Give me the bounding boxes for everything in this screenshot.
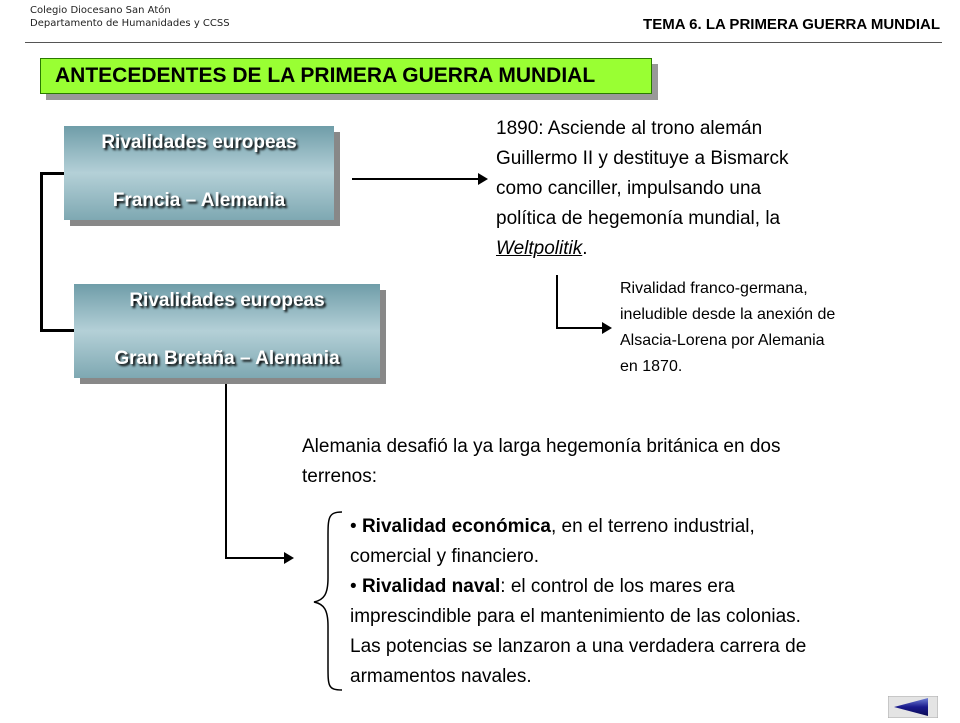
box2-heading: Rivalidades europeas: [129, 290, 325, 311]
text2-line: Alsacia-Lorena por Alemania: [620, 332, 825, 349]
school-name: Colegio Diocesano San Atón: [30, 5, 171, 16]
page-title: ANTECEDENTES DE LA PRIMERA GUERRA MUNDIAL: [55, 64, 596, 87]
arrow1-head: [478, 173, 488, 185]
rivalry-box-france-germany: [64, 126, 334, 220]
curly-brace-icon: [310, 508, 346, 694]
text2-line: en 1870.: [620, 358, 683, 375]
text1-line: política de hegemonía mundial, la: [496, 208, 781, 229]
department-name: Departamento de Humanidades y CCSS: [30, 18, 230, 29]
rivalry-bullets: [350, 512, 940, 692]
bullet-naval-label: Rivalidad naval: [361, 576, 501, 597]
text1-line: Guillermo II y destituye a Bismarck: [496, 148, 789, 169]
text1-line: como canciller, impulsando una: [496, 178, 762, 199]
text2-line: ineludible desde la anexión de: [620, 306, 836, 323]
bullet-naval-text-3: Las potencias se lanzaron a una verdadera carrera de: [350, 636, 807, 657]
back-arrow-icon: [888, 696, 938, 718]
back-button[interactable]: [888, 696, 938, 718]
alsace-lorraine-note: [620, 276, 920, 380]
topic-title: TEMA 6. LA PRIMERA GUERRA MUNDIAL: [643, 16, 940, 33]
bullet-naval-text: : el control de los mares era: [500, 576, 735, 597]
text3-line: terrenos:: [302, 466, 377, 487]
text1-period: .: [582, 238, 588, 259]
weltpolitik-paragraph: [496, 114, 916, 264]
header-divider: [25, 42, 942, 43]
text1-line: [496, 234, 916, 264]
box2-subtitle: Gran Bretaña – Alemania: [114, 348, 340, 369]
bullet-economic-label: Rivalidad económica: [361, 516, 551, 537]
arrow2-shaft: [556, 327, 604, 329]
box1-subtitle: Francia – Alemania: [112, 190, 286, 211]
arrow3-head: [284, 552, 294, 564]
bullet-economic-text-2: comercial y financiero.: [350, 546, 540, 567]
bullet-naval-text-4: armamentos navales.: [350, 666, 532, 687]
text1-line: 1890: Asciende al trono alemán: [496, 118, 763, 139]
bullet-economic: • Rivalidad económica, en el terreno industrial,: [350, 516, 755, 537]
box1-heading: Rivalidades europeas: [101, 132, 297, 153]
left-bracket-top: [40, 172, 64, 175]
arrow3-shaft: [225, 557, 285, 559]
arrow3-vertical: [225, 384, 227, 559]
left-bracket-bottom: [40, 329, 74, 332]
arrow2-head: [602, 322, 612, 334]
challenge-paragraph: [302, 432, 922, 492]
text3-line: Alemania desafió la ya larga hegemonía británica en dos: [302, 436, 781, 457]
weltpolitik-term: Weltpolitik: [496, 238, 583, 259]
bullet-naval: • Rivalidad naval: el control de los mares era: [350, 576, 735, 597]
text2-line: Rivalidad franco-germana,: [620, 280, 808, 297]
title-banner: [40, 58, 652, 94]
arrow2-vertical: [556, 275, 558, 329]
rivalry-box-britain-germany: [74, 284, 380, 378]
left-bracket-vertical: [40, 172, 43, 332]
bullet-economic-text: , en el terreno industrial,: [550, 516, 755, 537]
bullet-naval-text-2: imprescindible para el mantenimiento de las colonias.: [350, 606, 801, 627]
arrow1-shaft: [352, 178, 480, 180]
school-header: [30, 4, 230, 30]
